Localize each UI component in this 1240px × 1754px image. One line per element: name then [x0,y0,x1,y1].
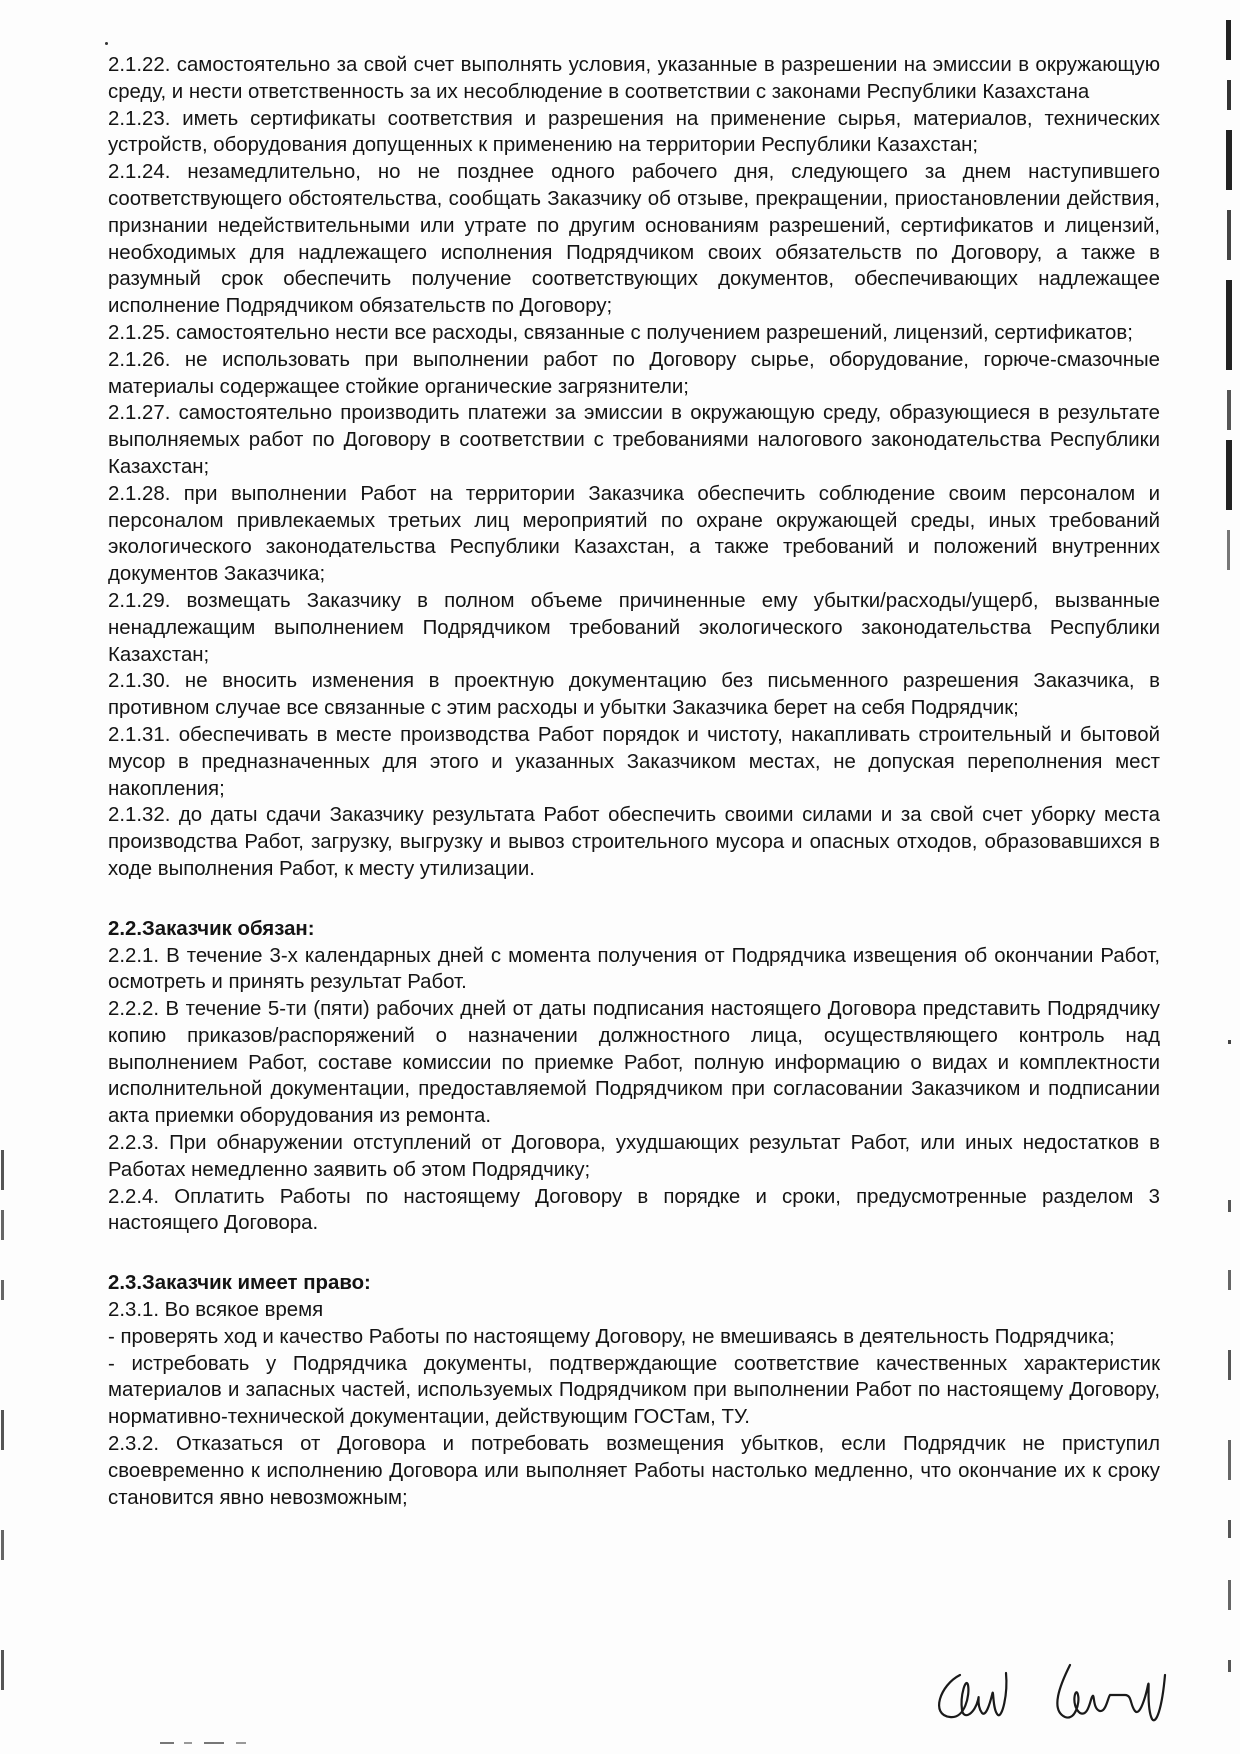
signatures [920,1655,1180,1735]
signature-left [939,1673,1006,1717]
clause-2-1-31: 2.1.31. обеспечивать в месте производства Работ порядок и чистоту, накапливать строительный и бытовой мусор в предназначенных для этого и указанных Заказчиком местах, не допуская переполнения мест накопления; [108,723,1160,800]
section-2-2-heading: 2.2.Заказчик обязан: [108,917,315,940]
clause-2-3-2: 2.3.2. Отказаться от Договора и потребовать возмещения убытков, если Подрядчик не приступил своевременно к исполнению Договора или выполняет Работы настолько медленно, что окончание их к сроку становится явно невозможным; [108,1433,1160,1509]
clause-2-1-26: 2.1.26. не использовать при выполнении работ по Договору сырье, оборудование, горюче-смазочные материалы содержащее стойкие органические загрязнители; [108,348,1160,398]
section-2-3 [108,1270,1160,1511]
clause-2-1-28: 2.1.28. при выполнении Работ на территории Заказчика обеспечить соблюдение своим персоналом и персоналом привлекаемых третьих лиц мероприятий по охране окружающей среды, иных требований экологического законодательства Республики Казахстан, а также требований и положений внутренних документов Заказчика; [108,482,1160,586]
clause-2-3-1-check: - проверять ход и качество Работы по настоящему Договору, не вмешиваясь в деятельность Подрядчика; [108,1325,1115,1348]
clause-2-1-30: 2.1.30. не вносить изменения в проектную документацию без письменного разрешения Заказчика, в противном случае все связанные с этим расходы и убытки Заказчика берет на себя Подрядчик; [108,670,1160,720]
clause-2-1-22: 2.1.22. самостоятельно за свой счет выполнять условия, указанные в разрешении на эмиссии в окружающую среду, и нести ответственность за их несоблюдение в соответствии с законами Республики Казахстана [108,54,1160,103]
clause-2-1-24: 2.1.24. незамедлительно, но не позднее одного рабочего дня, следующего за днем наступившего соответствующего обстоятельства, сообщать Заказчику об отзыве, прекращении, приостановлении действия, признании недействительными или утрате по другим основаниям разрешений, сертификатов и лицензий, необходимых для надлежащего исполнения Подрядчиком своих обязательств по Договору, а также в разумный срок обеспечить получение соответствующих документов, обеспечивающих надлежащее исполнение Подрядчиком обязательств по Договору; [108,161,1160,318]
clause-2-3-1-request: - истребовать у Подрядчика документы, подтверждающие соответствие качественных характеристик материалов и запасных частей, используемых Подрядчиком при выполнении Работ по настоящему Договору, нормативно-технической документации, действующим ГОСТам, ТУ. [108,1352,1160,1429]
clause-2-1-27: 2.1.27. самостоятельно производить платежи за эмиссии в окружающую среду, образующиеся в результате выполняемых работ по Договору в соответствии с требованиями налогового законодательства Республики Казахстан; [108,402,1160,478]
signature-right [1057,1665,1165,1720]
clause-2-1-23: 2.1.23. иметь сертификаты соответствия и разрешения на применение сырья, материалов, технических устройств, оборудования допущенных к применению на территории Республики Казахстан; [108,107,1160,157]
clause-2-2-1: 2.2.1. В течение 3-х календарных дней с момента получения от Подрядчика извещения об окончании Работ, осмотреть и принять результат Работ. [108,944,1160,994]
clause-2-1-25: 2.1.25. самостоятельно нести все расходы, связанные с получением разрешений, лицензий, сертификатов; [108,321,1133,344]
clause-2-2-4: 2.2.4. Оплатить Работы по настоящему Договору в порядке и сроки, предусмотренные разделом 3 настоящего Договора. [108,1185,1160,1235]
scan-edge-left [0,1150,6,1710]
scan-noise-bottom [160,1742,280,1745]
clause-2-1-29: 2.1.29. возмещать Заказчику в полном объеме причиненные ему убытки/расходы/ущерб, вызванные ненадлежащим выполнением Подрядчиком требований экологического законодательства Республики Казахстан; [108,589,1160,666]
scan-edge-right [1224,20,1234,1720]
section-2-2 [108,916,1160,1238]
clause-2-2-3: 2.2.3. При обнаружении отступлений от Договора, ухудшающих результат Работ, или иных недостатков в Работах немедленно заявить об этом Подрядчику; [108,1132,1160,1181]
section-2-1 [108,52,1160,883]
section-2-3-heading: 2.3.Заказчик имеет право: [108,1272,371,1295]
clause-2-1-32: 2.1.32. до даты сдачи Заказчику результата Работ обеспечить своими силами и за свой счет уборку места производства Работ, загрузку, выгрузку и вывоз строительного мусора и опасных отходов, образовавшихся в ходе выполнения Работ, к месту утилизации. [108,804,1160,880]
clause-2-2-2: 2.2.2. В течение 5-ти (пяти) рабочих дней от даты подписания настоящего Договора представить Подрядчику копию приказов/распоряжений о назначении должностного лица, осуществляющего контроль над выполнением Работ, составе комиссии по приемке Работ, полную информацию о видах и комплектности исполнительной документации, предоставляемой Подрядчиком при согласовании Заказчиком и подписании акта приемки оборудования из ремонта. [108,998,1160,1128]
scan-speck [105,42,108,45]
clause-2-3-1: 2.3.1. Во всякое время [108,1299,324,1322]
document-body [108,52,1160,1511]
